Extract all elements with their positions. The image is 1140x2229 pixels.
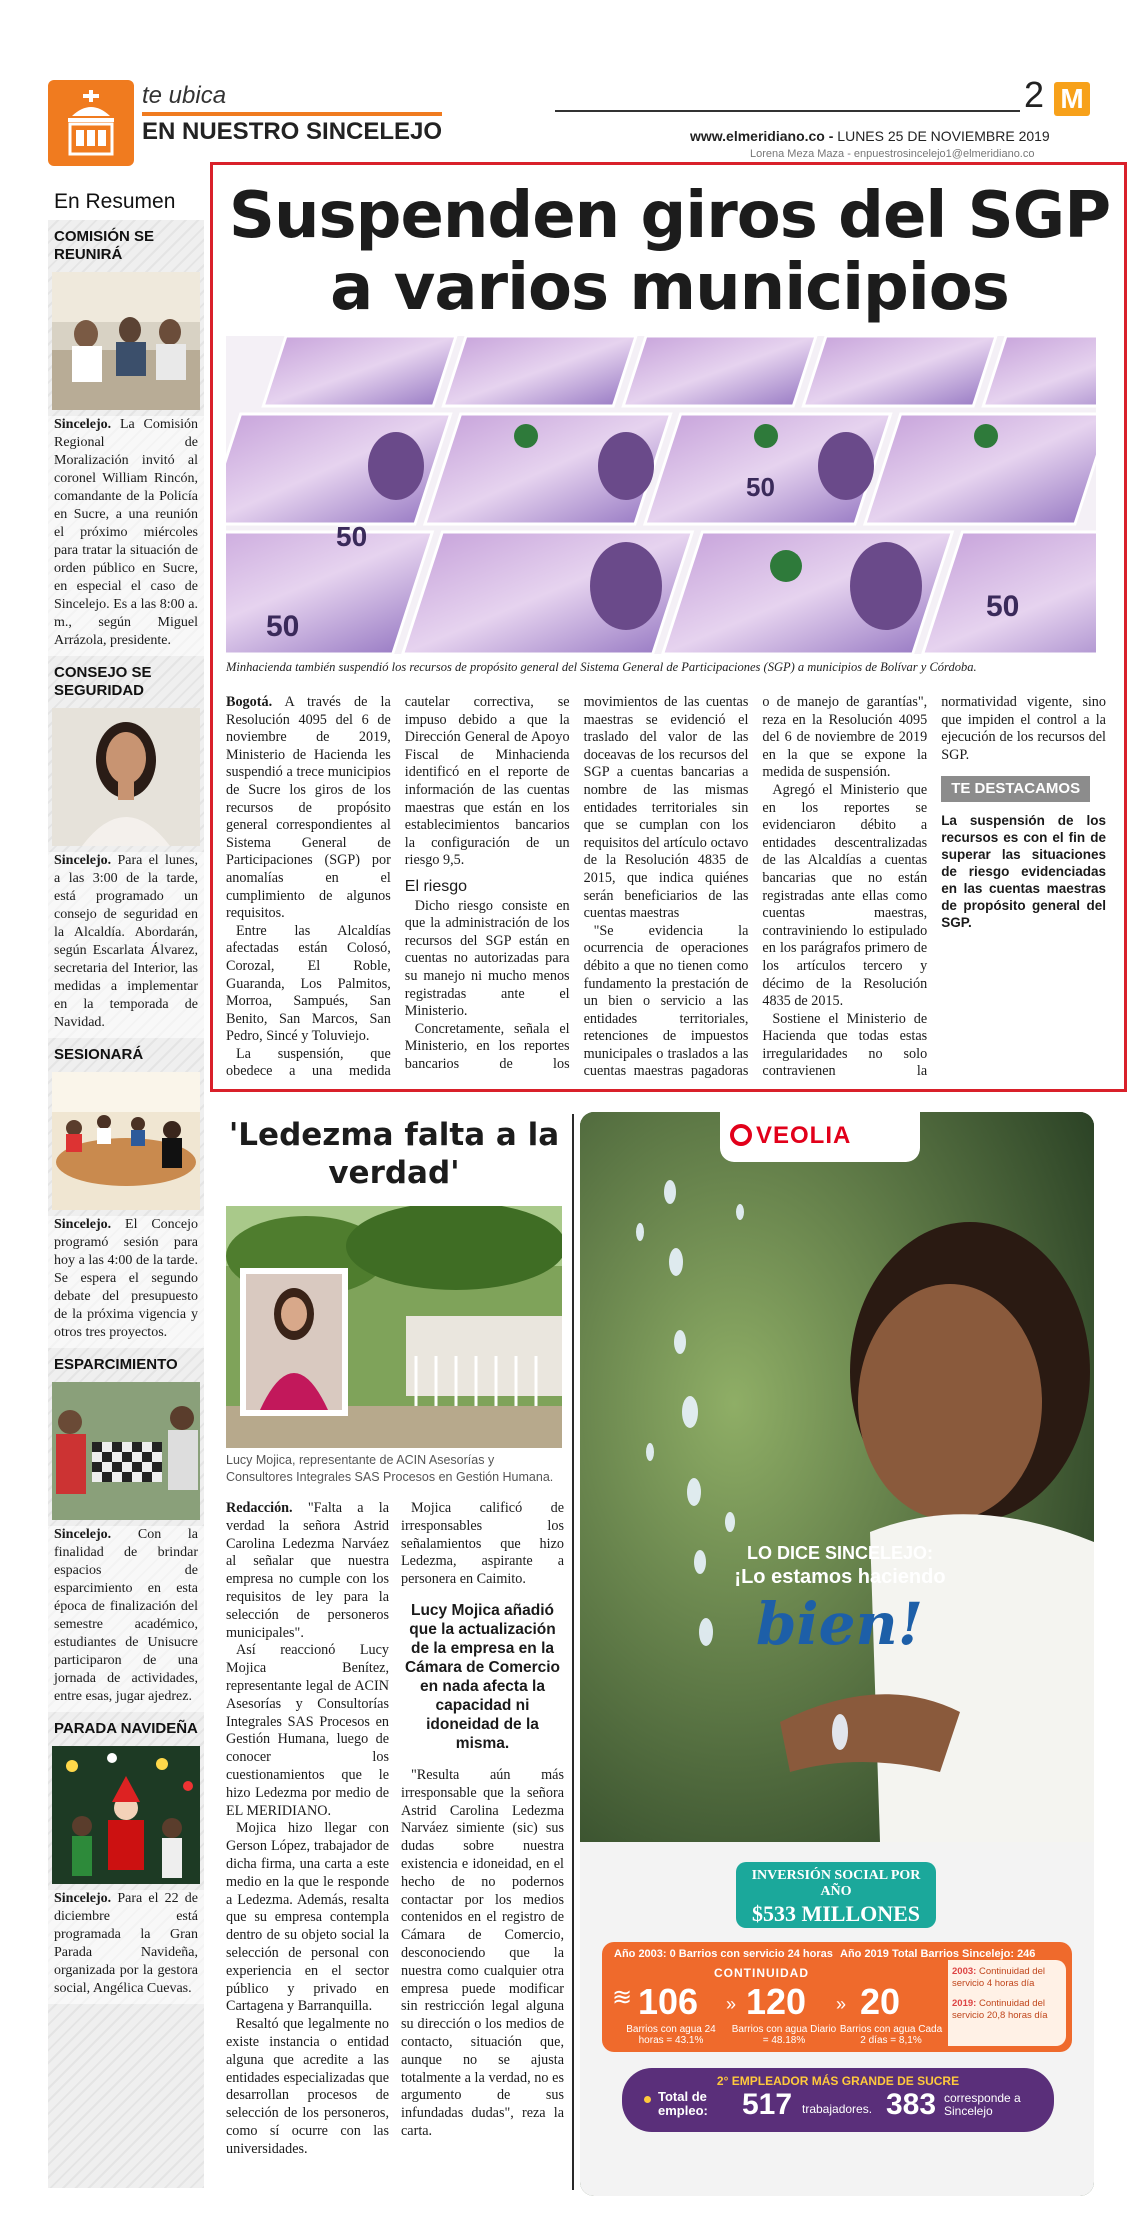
section-title: EN NUESTRO SINCELEJO: [142, 118, 443, 145]
continuity-box: [602, 1942, 1072, 2052]
ad-slogan-bien: bien!: [756, 1590, 924, 1658]
bullet-icon: [644, 2096, 651, 2103]
stat-number: 20: [860, 1981, 901, 2022]
svg-text:50: 50: [986, 590, 1020, 623]
main-story-body: [226, 694, 1106, 1084]
sidebar-item-title: COMISIÓN SE REUNIRÁ: [54, 228, 155, 263]
banknotes-photo: [226, 336, 1096, 654]
year-2003-stat: Año 2003: 0 Barrios con servicio 24 horas: [614, 1948, 833, 1960]
stat-label: Barrios con agua Cada 2 días = 8,1%: [839, 2024, 943, 2046]
issue-date: LUNES 25 DE NOVIEMBRE 2019: [837, 128, 1050, 144]
sidebar-item-title: CONSEJO SE SEGURIDAD: [54, 664, 152, 699]
veolia-advertisement[interactable]: [580, 1112, 1094, 2196]
veolia-drop-icon: [730, 1124, 752, 1146]
body-paragraph: Dicho riesgo consiste en que la administración de los recursos del SGP están en cuentas no autorizadas para su manejo ni mucho menos registradas ante el Ministerio.: [404, 897, 570, 1020]
chevron-right-icon: »: [836, 1994, 847, 2014]
second-story-body: [226, 1500, 564, 2190]
svg-text:50: 50: [266, 610, 300, 643]
stat-label: Barrios con agua 24 horas = 43.1%: [626, 2024, 716, 2046]
meridiano-logo: M: [1054, 82, 1090, 116]
sidebar-item-text: Sincelejo. Para el 22 de diciembre está programada la Gran Parada Navideña, organizada por la gestora social, Angélica Cuevas.: [48, 1890, 204, 2004]
body-paragraph: Sostiene el Ministerio de Hacienda que todas estas irregularidades no solo contravienen la normatividad vigente, sino que impiden el control a la ejecución de los recursos del SGP.: [762, 694, 1106, 1080]
body-paragraph: Concretamente, señala el Ministerio, en los reportes bancarios de los movimientos de las cuentas maestras se evidenció el traslado del valor de las doceavas de los recursos del SGP a cuentas bancarias a nombre de las mismas entidades territoriales sin que se cumplan con los requisitos del artículo octavo de la Resolución 4835 de 2015, que indica quiénes serán beneficiarios de las cuentas maestras: [404, 694, 749, 1072]
ad-slogan-line1: LO DICE SINCELEJO:: [746, 1543, 934, 1563]
body-paragraph: Resaltó que legalmente no existe instancia o entidad alguna que acredite a las entidades especializadas que desarrollan procesos de selección de los personeros, como sí ocurre con las universidades.: [226, 2016, 389, 2157]
header-author: Lorena Meza Maza - enpuestrosincelejo1@elmeridiano.co: [750, 148, 1035, 160]
body-paragraph: Redacción. "Falta a la verdad la señora Astrid Carolina Ledezma Narváez al señalar que nuestra empresa no cumple con los requisitos de ley para la selección de personeros municipales".: [226, 1500, 389, 1641]
employment-sincelejo: 383: [886, 2088, 937, 2121]
page-number: 2: [1024, 74, 1045, 115]
christmas-parade-photo: [52, 1746, 200, 1884]
highlight-text: La suspensión de los recursos es con el fin de superar las situaciones de riesgo evidenciadas en las cuentas maestras de propósito general del SGP.: [941, 812, 1106, 930]
second-photo-caption: Lucy Mojica, representante de ACIN Asesorías y Consultores Integrales SAS Procesos en Gestión Humana.: [226, 1453, 554, 1484]
section-kicker: te ubica: [142, 82, 227, 109]
body-paragraph: Bogotá. A través de la Resolución 4095 del 6 de noviembre de 2019, Ministerio de Hacienda les suspendió a trece municipios de Sucre los giros de los recursos de propósito general correspondientes al Sistema General de Participaciones (SGP) por anomalías en el cumplimiento de algunos requisitos.: [226, 694, 391, 922]
council-session-photo: [52, 1072, 200, 1210]
ad-stats-panel: [580, 1842, 1094, 2196]
water-waves-icon: ≋: [612, 1984, 633, 2011]
header-date: [690, 128, 1050, 144]
svg-text:50: 50: [746, 472, 775, 502]
employer-title: 2° EMPLEADOR MÁS GRANDE DE SUCRE: [716, 2074, 960, 2088]
sidebar-item-text: Sincelejo. El Concejo programó sesión para hoy a las 4:00 de la tarde. Se espera el segundo debate del presupuesto de la próxima vigencia y otros tres proyectos.: [48, 1216, 204, 1348]
chess-students-photo: [52, 1382, 200, 1520]
main-photo-caption: Minhacienda también suspendió los recursos de propósito general del Sistema General de Participaciones (SGP) a municipios de Bolívar y Córdoba.: [226, 660, 977, 674]
highlight-box: [941, 776, 1106, 931]
body-paragraph: Agregó el Ministerio que en los reportes se evidenciaron débito a entidades descentralizadas de las Alcaldías a cuentas bancarias que no están registradas ante ellas como cuentas maestras, contraviniendo lo estipulado en los parágrafos primero de los artículos tercero y décimo de la Resolución 4835 de 2015.: [762, 781, 928, 1010]
employer-badge: [622, 2068, 1054, 2132]
pull-quote: Lucy Mojica añadió que la actualización de la empresa en la Cámara de Comercio en nada afecta la capacidad ni idoneidad de la misma.: [404, 1601, 561, 1752]
body-paragraph: Mojica hizo llegar con Gerson López, trabajador de dicha firma, una carta a este medio en la que le responde a Ledezma. Además, resalta que su empresa contempla dentro de su objeto social la selección de personal con experiencia en el sector público y privado en Cartagena y Barranquilla.: [226, 1820, 389, 2015]
body-paragraph: Así reaccionó Lucy Mojica Benítez, representante legal de ACIN Asesorías y Consultorías Integrales SAS Procesos en Gestión Humana, luego de conocer los cuestionamientos que le hizo Ledezma por medio de EL MERIDIANO.: [226, 1642, 389, 1819]
svg-text:50: 50: [336, 521, 368, 552]
child-water-photo: [580, 1112, 1094, 1842]
sidebar-item-text: Sincelejo. Con la finalidad de brindar espacios de esparcimiento en esta época de finalización del semestre académico, estudiantes de Unisucre participaron de una jornada de actividades, entre esas, jugar ajedrez.: [48, 1526, 204, 1712]
veolia-logo[interactable]: VEOLIA: [730, 1122, 851, 1150]
body-paragraph: Entre las Alcaldías afectadas están Colosó, Corozal, El Roble, Guaranda, Los Palmitos, Morroa, Sampués, San Benito, San Marcos, San Pedro, Sincé y Toluviejo.: [226, 922, 391, 1045]
stat-number: 106: [638, 1981, 699, 2022]
sidebar-item-title: PARADA NAVIDEÑA: [54, 1720, 198, 1737]
second-headline: 'Ledezma falta a la verdad': [228, 1117, 560, 1191]
continuity-label: CONTINUIDAD: [714, 1966, 809, 1980]
column-divider: [572, 1114, 574, 2190]
sidebar-item-text: Sincelejo. Para el lunes, a las 3:00 de la tarde, está programado un consejo de seguridad en la Alcaldía. Abordarán, según Escarlata Álvarez, secretaria del Interior, las medidas a implementar en la temporada de Navidad.: [48, 852, 204, 1038]
body-paragraph: Mojica calificó de irresponsables los señalamientos que hizo Ledezma, aspirante a personera en Caimito.: [401, 1500, 564, 1588]
year-2019-stat: Año 2019 Total Barrios Sincelejo: 246: [840, 1948, 1036, 1960]
story-subhead: El riesgo: [404, 877, 468, 895]
lucy-mojica-photo: [226, 1206, 562, 1448]
body-paragraph: La suspensión, que obedece a una medida cautelar correctiva, se impuso debido a que la Dirección General de Apoyo Fiscal de Minhacienda identificó en el reporte de información de las cuentas maestras que están en los establecimientos bancarios la configuración de un riesgo 9,5.: [226, 694, 570, 1080]
meeting-photo: [52, 272, 200, 410]
church-logo-icon: [48, 80, 134, 166]
chevron-right-icon: »: [726, 1994, 737, 2014]
stat-label: Barrios con agua Diario = 48.18%: [731, 2024, 837, 2046]
investment-badge: INVERSIÓN SOCIAL POR AÑO $533 MILLONES: [736, 1862, 936, 1928]
continuity-comparison: 2003: Continuidad del servicio 4 horas día 2019: Continuidad del servicio 20,8 horas día: [948, 1960, 1066, 2046]
sidebar-item-text: Sincelejo. La Comisión Regional de Moralización invitó al coronel William Rincón, comandante de la Policía en Sucre, a una reunión el próximo miércoles para tratar la situación de orden público en Sucre, en especial el caso de Sincelejo. Es a las 8:00 a. m., según Miguel Arrázola, presidente.: [48, 416, 204, 656]
sidebar-summary: [48, 178, 204, 2188]
official-portrait-photo: [52, 708, 200, 846]
employment-label: Total de empleo:: [658, 2089, 708, 2118]
header-rule: [555, 110, 1020, 112]
stat-number: 120: [746, 1981, 807, 2022]
employment-note: corresponde a Sincelejo: [944, 2091, 1021, 2118]
page-header: [0, 0, 1140, 160]
sidebar-heading: En Resumen: [48, 178, 204, 220]
highlight-label: TE DESTACAMOS: [941, 776, 1090, 802]
employment-unit: trabajadores.: [802, 2102, 873, 2116]
body-paragraph: "Se evidencia la ocurrencia de operaciones débito a que no tienen como fundamento la prestación de un bien o servicio a las entidades territoriales, retenciones de impuestos municipales o traslados a las cuentas maestras pagadoras o de manejo de garantías", reza en la Resolución 4095 del 6 de noviembre de 2019 en la que se expone la medida de suspensión.: [583, 694, 928, 1080]
sidebar-item-title: ESPARCIMIENTO: [54, 1356, 178, 1373]
employment-total: 517: [742, 2088, 793, 2121]
section-underline: [142, 112, 442, 116]
main-headline: Suspenden giros del SGP a varios municipios: [228, 179, 1111, 325]
ad-slogan-line2: ¡Lo estamos haciendo: [734, 1566, 946, 1588]
site-url[interactable]: www.elmeridiano.co -: [690, 128, 834, 144]
sidebar-item-title: SESIONARÁ: [54, 1046, 144, 1063]
body-paragraph: "Resulta aún más irresponsable que la señora Astrid Carolina Ledezma Narváez simiente (sic) sus dudas sobre nuestra existencia e idoneidad, en el hecho de no podernos contactar por los medios contenidos en el registro de Cámara de Comercio, desconociendo que la nuestra como cualquier otra empresa puede modificar sin restricción legal alguna su dirección o los medios de contacto, situación que, aunque no se ajusta totalmente a la verdad, no es argumento de sus infundadas dudas", reza la carta.: [401, 1766, 564, 2139]
